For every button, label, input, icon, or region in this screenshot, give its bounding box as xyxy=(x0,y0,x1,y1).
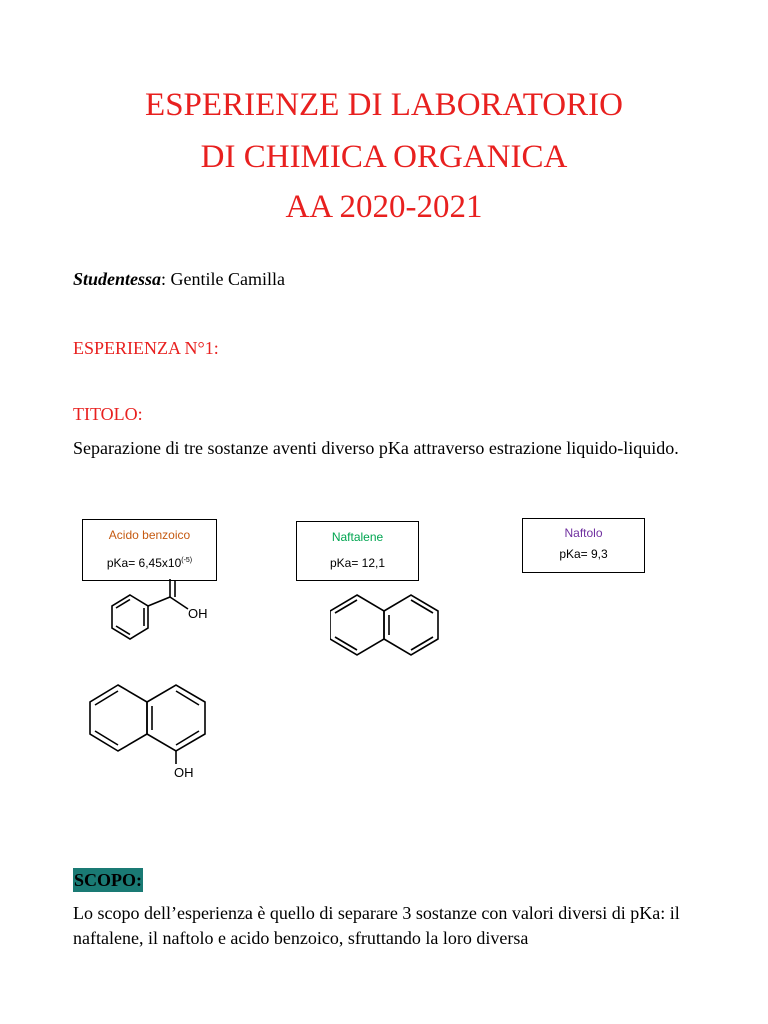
experience-label: ESPERIENZA N°1: xyxy=(73,338,219,358)
document-title-line-1: ESPERIENZE DI LABORATORIO xyxy=(145,87,623,123)
compound-name: Acido benzoico xyxy=(108,528,191,542)
naphthol-structure xyxy=(88,678,218,782)
compound-pka: pKa= 9,3 xyxy=(559,547,608,561)
compound-box-naftolo xyxy=(522,518,645,573)
titolo-label: TITOLO: xyxy=(73,404,143,424)
titolo-text: Separazione di tre sostanze aventi diverso pKa attraverso estrazione liquido-liquido. xyxy=(73,438,679,458)
student-name: Gentile Camilla xyxy=(170,269,286,289)
compound-pka: pKa= 12,1 xyxy=(329,556,386,570)
scopo-text: Lo scopo dell’esperienza è quello di separare 3 sostanze con valori diversi di pKa: il naftalene, il naftolo e acido benzoico, sfruttando la loro diversa xyxy=(73,903,680,948)
compound-box-acido-benzoico xyxy=(82,519,217,581)
naphthalene-structure xyxy=(330,578,440,666)
document-title-line-3: AA 2020-2021 xyxy=(285,189,483,225)
compound-box-naftalene xyxy=(296,521,419,581)
oh-label: OH xyxy=(188,606,208,621)
benzoic-acid-structure xyxy=(100,578,220,650)
scopo-label: SCOPO: xyxy=(74,870,143,890)
student-label: Studentessa xyxy=(73,269,162,289)
oh-label: OH xyxy=(174,765,194,780)
student-line xyxy=(73,268,285,290)
document-title-line-2: DI CHIMICA ORGANICA xyxy=(200,139,568,175)
compound-name: Naftalene xyxy=(331,530,384,544)
pka-exponent: (-5) xyxy=(181,557,193,564)
compound-pka: $pKa= 6,45x10^{(-5)}$ xyxy=(106,556,193,570)
student-separator: : xyxy=(161,269,167,289)
compound-name: Naftolo xyxy=(564,526,603,540)
